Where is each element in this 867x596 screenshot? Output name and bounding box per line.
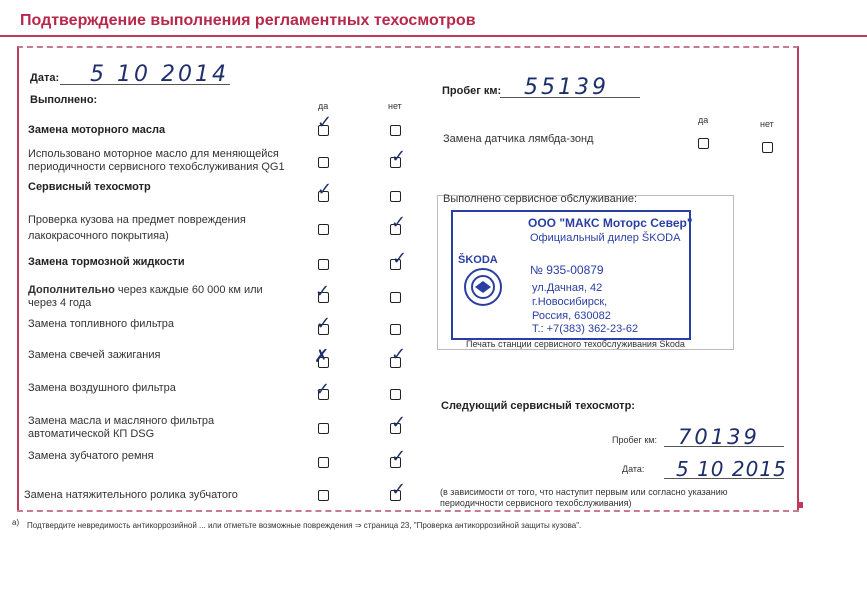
stamp-phone: Т.: +7(383) 362-23-62 <box>532 323 639 335</box>
form-bottom-border <box>17 510 799 512</box>
item-fuel-filter-label: Замена топливного фильтра <box>28 318 174 330</box>
mileage-label: Пробег км: <box>442 85 502 97</box>
footnote-mark: а) <box>12 518 20 527</box>
item-extra-no-checkbox[interactable] <box>390 292 401 303</box>
item-qg1-label: Использовано моторное масло для меняющейся периодичности сервисного техобслуживания QG1 <box>28 148 285 173</box>
check-mark: ✓ <box>317 112 333 133</box>
check-mark: ✓ <box>391 479 407 500</box>
item-dsg-label: Замена масла и масляного фильтра автоматической КП DSG <box>28 415 215 440</box>
item-air-filter-no-checkbox[interactable] <box>390 389 401 400</box>
check-mark: ✓ <box>315 281 331 302</box>
item-service-no-checkbox[interactable] <box>390 191 401 202</box>
item-dsg-yes-checkbox[interactable] <box>318 423 329 434</box>
item-oil-no-checkbox[interactable] <box>390 125 401 136</box>
check-mark: ✓ <box>317 179 333 200</box>
check-mark: ✗ <box>314 346 330 367</box>
yes-header: да <box>318 101 329 111</box>
next-mileage-label: Пробег км: <box>612 435 657 445</box>
next-date-value[interactable]: 5 10 2015 <box>676 457 787 481</box>
next-service-note: (в зависимости от того, что наступит первым или согласно указанию периодичности сервисного техобслуживания) <box>440 487 728 508</box>
item-service-label: Сервисный техосмотр <box>28 181 151 193</box>
stamp-brand: ŠKODA <box>458 254 498 266</box>
date-label: Дата: <box>30 72 60 84</box>
date-value[interactable]: 5 10 2014 <box>90 62 229 87</box>
stamp-caption: Печать станции сервисного техобслуживания Skoda <box>466 339 685 349</box>
no-header: нет <box>388 101 402 111</box>
item-roller-yes-checkbox[interactable] <box>318 490 329 501</box>
item-qg1-yes-checkbox[interactable] <box>318 157 329 168</box>
corner-mark <box>797 502 803 508</box>
footnote-text: Подтвердите невредимость антикоррозийной ... или отметьте возможные повреждения ⇒ страница 23, "Проверка антикоррозийной защиты кузова". <box>27 521 582 530</box>
item-roller-label: Замена натяжительного ролика зубчатого <box>24 489 238 501</box>
done-label: Выполнено: <box>30 94 98 106</box>
check-mark: ✓ <box>391 446 407 467</box>
item-extra-label: Дополнительно через каждые 60 000 км или через 4 года <box>28 284 263 309</box>
item-air-filter-label: Замена воздушного фильтра <box>28 382 176 394</box>
item-oil-label: Замена моторного масла <box>28 124 166 136</box>
skoda-logo-icon <box>464 268 502 306</box>
stamp-address-1: ул.Дачная, 42 <box>532 282 603 294</box>
next-service-label: Следующий сервисный техосмотр: <box>441 400 635 412</box>
title-underline <box>0 35 867 37</box>
lambda-yes-header: да <box>698 115 709 125</box>
check-mark: ✓ <box>391 212 407 233</box>
check-mark: ✓ <box>315 379 331 400</box>
item-belt-yes-checkbox[interactable] <box>318 457 329 468</box>
lambda-no-checkbox[interactable] <box>762 142 773 153</box>
item-fuel-filter-no-checkbox[interactable] <box>390 324 401 335</box>
check-mark: ✓ <box>391 412 407 433</box>
mileage-value[interactable]: 55139 <box>524 75 609 100</box>
stamp-number: № 935-00879 <box>530 263 604 277</box>
next-mileage-value[interactable]: 70139 <box>678 425 760 449</box>
item-plugs-label: Замена свечей зажигания <box>28 349 161 361</box>
check-mark: ✓ <box>316 313 332 334</box>
stamp-dealer-status: Официальный дилер ŠKODA <box>530 232 681 244</box>
lambda-no-header: нет <box>760 119 774 129</box>
check-mark: ✓ <box>391 146 407 167</box>
item-brake-label: Замена тормозной жидкости <box>28 256 185 268</box>
lambda-label: Замена датчика лямбда-зонд <box>443 133 594 145</box>
stamp-dealer-name: ООО "МАКС Моторс Север" <box>528 216 693 230</box>
lambda-yes-checkbox[interactable] <box>698 138 709 149</box>
stamp-address-2: г.Новосибирск, <box>532 296 608 308</box>
item-brake-yes-checkbox[interactable] <box>318 259 329 270</box>
item-belt-label: Замена зубчатого ремня <box>28 450 154 462</box>
service-done-label: Выполнено сервисное обслуживание: <box>443 193 638 205</box>
stamp-address-3: Россия, 630082 <box>532 310 611 322</box>
check-mark: ✓ <box>391 344 407 365</box>
page-title: Подтверждение выполнения регламентных техосмотров <box>20 12 476 29</box>
next-date-label: Дата: <box>622 464 645 474</box>
item-body-yes-checkbox[interactable] <box>318 224 329 235</box>
check-mark: ✓ <box>392 248 408 269</box>
item-body-label: Проверка кузова на предмет повреждения лакокрасочного покрытияа) <box>28 214 246 242</box>
